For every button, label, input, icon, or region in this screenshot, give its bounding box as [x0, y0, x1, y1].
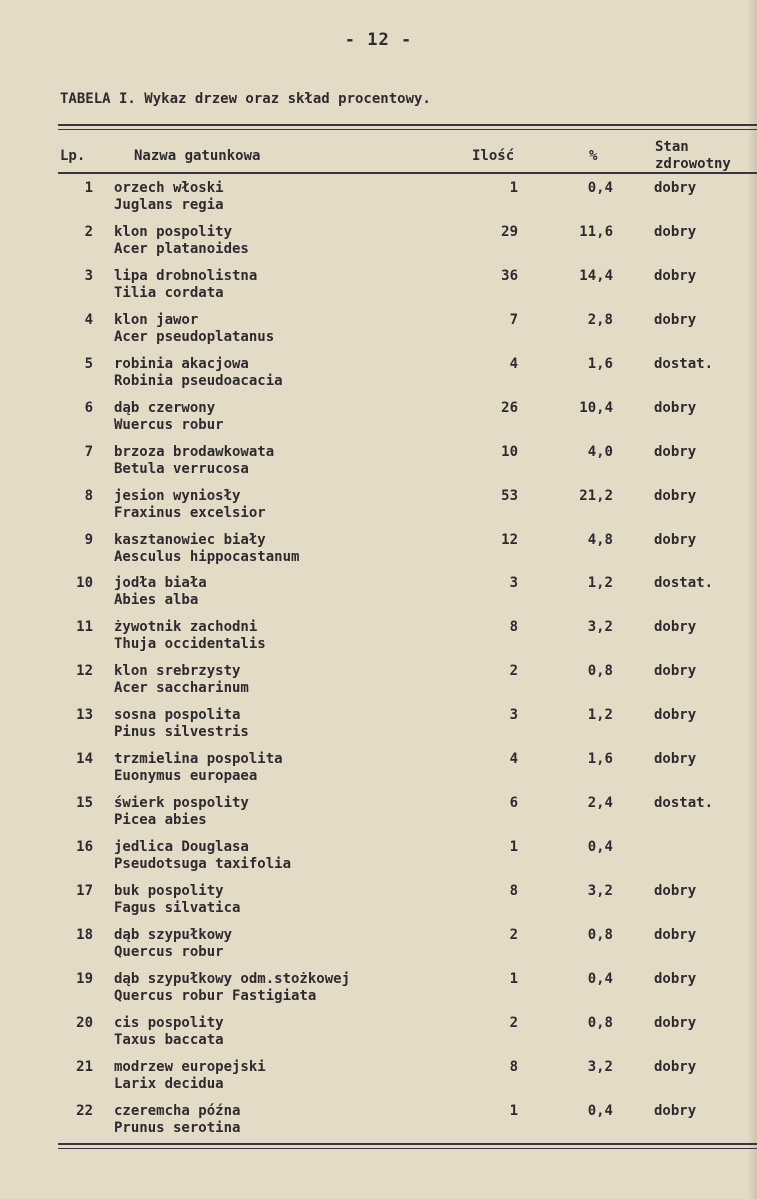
- percent-cell: 2,8: [587, 311, 613, 328]
- table-row: [0, 926, 757, 970]
- row-number: 16: [76, 839, 93, 856]
- table-row: [0, 750, 757, 794]
- quantity-cell: 2: [509, 1014, 518, 1031]
- percent-cell: 10,4: [579, 399, 613, 416]
- species-name-cell: [114, 927, 232, 961]
- species-name-cell: [114, 575, 207, 609]
- latin-name: Acer saccharinum: [114, 680, 249, 697]
- latin-name: Prunus serotina: [114, 1119, 241, 1136]
- row-number: 17: [76, 883, 93, 899]
- quantity-cell: 36: [501, 267, 518, 284]
- latin-name: Betula verrucosa: [114, 460, 249, 477]
- species-name-cell: [114, 312, 274, 346]
- species-name-cell: [114, 1059, 266, 1093]
- health-state-cell: dobry: [654, 267, 697, 284]
- polish-name: świerk pospolity: [114, 795, 249, 812]
- table-top-rule: [58, 124, 757, 126]
- table-row: [0, 311, 757, 355]
- health-state-cell: dobry: [654, 1014, 697, 1031]
- latin-name: Wuercus robur: [114, 416, 224, 433]
- polish-name: modrzew europejski: [114, 1058, 266, 1075]
- quantity-cell: 4: [509, 355, 518, 372]
- latin-name: Quercus robur Fastigiata: [114, 987, 317, 1004]
- row-number: 12: [76, 663, 93, 680]
- species-name-cell: [114, 488, 266, 522]
- table-row: [0, 487, 757, 531]
- health-state-cell: dostat.: [654, 355, 714, 372]
- row-number: 20: [76, 1014, 93, 1031]
- table-caption: TABELA I. Wykaz drzew oraz skład procentowy.: [60, 91, 431, 107]
- header-rule: [58, 172, 757, 174]
- polish-name: klon srebrzysty: [114, 663, 241, 680]
- percent-cell: 14,4: [579, 267, 613, 284]
- table-row: [0, 267, 757, 311]
- species-name-cell: [114, 971, 350, 1005]
- row-number: 7: [84, 443, 93, 460]
- row-number: 5: [84, 355, 93, 372]
- percent-cell: 1,6: [587, 751, 613, 768]
- health-state-cell: dobry: [654, 619, 697, 636]
- health-state-cell: dostat.: [654, 575, 714, 592]
- species-name-cell: [114, 356, 283, 390]
- latin-name: Quercus robur: [114, 943, 224, 960]
- percent-cell: 4,8: [587, 531, 613, 548]
- percent-cell: 0,4: [587, 839, 613, 856]
- species-name-cell: [114, 883, 240, 917]
- column-header-quantity: Ilość: [472, 148, 515, 164]
- column-header-state-line2: zdrowotny: [655, 156, 731, 172]
- row-number: 11: [76, 619, 93, 636]
- polish-name: lipa drobnolistna: [114, 267, 258, 284]
- row-number: 14: [76, 751, 93, 768]
- row-number: 22: [76, 1102, 93, 1119]
- health-state-cell: dobry: [654, 311, 697, 328]
- row-number: 8: [84, 487, 93, 504]
- table-row: [0, 794, 757, 838]
- table-row: [0, 882, 757, 926]
- species-name-cell: [114, 795, 249, 829]
- percent-cell: 0,8: [587, 1014, 613, 1031]
- polish-name: cis pospolity: [114, 1014, 224, 1031]
- table-row: [0, 1058, 757, 1102]
- latin-name: Pseudotsuga taxifolia: [114, 856, 292, 873]
- row-number: 1: [84, 180, 93, 196]
- table-row: [0, 355, 757, 399]
- polish-name: brzoza brodawkowata: [114, 443, 275, 460]
- row-number: 19: [76, 970, 93, 987]
- row-number: 9: [84, 531, 93, 548]
- percent-cell: 0,4: [587, 970, 613, 987]
- table-row: [0, 1014, 757, 1058]
- quantity-cell: 2: [509, 926, 518, 943]
- health-state-cell: dobry: [654, 926, 697, 943]
- quantity-cell: 4: [509, 751, 518, 768]
- health-state-cell: dobry: [654, 663, 697, 680]
- health-state-cell: dobry: [654, 487, 697, 504]
- quantity-cell: 8: [509, 619, 518, 636]
- latin-name: Robinia pseudoacacia: [114, 372, 283, 389]
- species-name-cell: [114, 444, 274, 478]
- species-name-cell: [114, 1015, 224, 1049]
- health-state-cell: dobry: [654, 443, 697, 460]
- table-row: [0, 838, 757, 882]
- polish-name: żywotnik zachodni: [114, 619, 258, 636]
- latin-name: Acer pseudoplatanus: [114, 328, 275, 345]
- table-row: [0, 662, 757, 706]
- table-row: [0, 399, 757, 443]
- percent-cell: 21,2: [579, 487, 613, 504]
- polish-name: buk pospolity: [114, 883, 224, 899]
- table-row: [0, 970, 757, 1014]
- table-row: [0, 1102, 757, 1146]
- health-state-cell: dostat.: [654, 795, 714, 812]
- polish-name: jodła biała: [114, 575, 207, 592]
- table-row: [0, 531, 757, 575]
- polish-name: czeremcha późna: [114, 1102, 241, 1119]
- percent-cell: 1,6: [587, 355, 613, 372]
- latin-name: Pinus silvestris: [114, 724, 249, 741]
- quantity-cell: 3: [509, 707, 518, 724]
- health-state-cell: dobry: [654, 223, 697, 240]
- quantity-cell: 8: [509, 883, 518, 899]
- table-row: [0, 179, 757, 223]
- latin-name: Taxus baccata: [114, 1031, 224, 1048]
- column-header-lp: Lp.: [60, 148, 86, 164]
- percent-cell: 0,8: [587, 926, 613, 943]
- latin-name: Thuja occidentalis: [114, 636, 266, 653]
- table-bottom-rule: [58, 1143, 757, 1145]
- quantity-cell: 6: [509, 795, 518, 812]
- percent-cell: 1,2: [587, 707, 613, 724]
- quantity-cell: 29: [501, 223, 518, 240]
- species-name-cell: [114, 180, 224, 214]
- latin-name: Fraxinus excelsior: [114, 504, 266, 521]
- polish-name: trzmielina pospolita: [114, 751, 283, 768]
- quantity-cell: 10: [501, 443, 518, 460]
- latin-name: Tilia cordata: [114, 284, 224, 301]
- quantity-cell: 53: [501, 487, 518, 504]
- latin-name: Aesculus hippocastanum: [114, 548, 300, 565]
- percent-cell: 0,8: [587, 663, 613, 680]
- column-header-name: Nazwa gatunkowa: [134, 148, 261, 164]
- polish-name: dąb szypułkowy odm.stożkowej: [114, 970, 351, 987]
- latin-name: Euonymus europaea: [114, 768, 258, 785]
- row-number: 21: [76, 1058, 93, 1075]
- quantity-cell: 1: [509, 970, 518, 987]
- health-state-cell: dobry: [654, 180, 697, 196]
- percent-cell: 2,4: [587, 795, 613, 812]
- species-name-cell: [114, 707, 249, 741]
- table-row: [0, 574, 757, 618]
- polish-name: robinia akacjowa: [114, 355, 249, 372]
- health-state-cell: dobry: [654, 707, 697, 724]
- percent-cell: 0,4: [587, 180, 613, 196]
- quantity-cell: 12: [501, 531, 518, 548]
- percent-cell: 0,4: [587, 1102, 613, 1119]
- latin-name: Abies alba: [114, 592, 199, 609]
- table-bottom-rule-thin: [58, 1148, 757, 1149]
- latin-name: Fagus silvatica: [114, 900, 241, 916]
- percent-cell: 11,6: [579, 223, 613, 240]
- species-name-cell: [114, 751, 283, 785]
- species-name-cell: [114, 663, 249, 697]
- polish-name: klon jawor: [114, 311, 199, 328]
- polish-name: sosna pospolita: [114, 707, 241, 724]
- latin-name: Picea abies: [114, 812, 207, 829]
- polish-name: dąb czerwony: [114, 399, 216, 416]
- health-state-cell: dobry: [654, 970, 697, 987]
- row-number: 13: [76, 707, 93, 724]
- table-row: [0, 618, 757, 662]
- row-number: 6: [84, 399, 93, 416]
- health-state-cell: dobry: [654, 751, 697, 768]
- row-number: 10: [76, 575, 93, 592]
- page-number: - 12 -: [344, 30, 413, 50]
- table-row: [0, 443, 757, 487]
- table-top-rule-thin: [58, 129, 757, 130]
- quantity-cell: 7: [509, 311, 518, 328]
- latin-name: Juglans regia: [114, 197, 224, 213]
- polish-name: dąb szypułkowy: [114, 926, 233, 943]
- polish-name: orzech włoski: [114, 180, 224, 196]
- species-name-cell: [114, 619, 266, 653]
- species-name-cell: [114, 839, 291, 873]
- species-name-cell: [114, 532, 299, 566]
- health-state-cell: dobry: [654, 1102, 697, 1119]
- column-header-state-line1: Stan: [655, 139, 689, 155]
- percent-cell: 3,2: [587, 883, 613, 899]
- table-row: [0, 706, 757, 750]
- row-number: 15: [76, 795, 93, 812]
- polish-name: jedlica Douglasa: [114, 839, 249, 856]
- species-name-cell: [114, 268, 257, 302]
- species-name-cell: [114, 400, 224, 434]
- polish-name: klon pospolity: [114, 223, 233, 240]
- polish-name: kasztanowiec biały: [114, 531, 266, 548]
- row-number: 3: [84, 267, 93, 284]
- health-state-cell: dobry: [654, 531, 697, 548]
- latin-name: Larix decidua: [114, 1075, 224, 1092]
- species-name-cell: [114, 1103, 240, 1137]
- latin-name: Acer platanoides: [114, 240, 249, 257]
- quantity-cell: 3: [509, 575, 518, 592]
- percent-cell: 1,2: [587, 575, 613, 592]
- quantity-cell: 1: [509, 1102, 518, 1119]
- percent-cell: 4,0: [587, 443, 613, 460]
- column-header-percent: %: [589, 148, 598, 164]
- table-body: [0, 179, 757, 1146]
- quantity-cell: 1: [509, 839, 518, 856]
- percent-cell: 3,2: [587, 1058, 613, 1075]
- polish-name: jesion wyniosły: [114, 487, 241, 504]
- quantity-cell: 1: [509, 180, 518, 196]
- quantity-cell: 8: [509, 1058, 518, 1075]
- row-number: 4: [84, 311, 93, 328]
- column-header-state: [655, 139, 731, 173]
- health-state-cell: dobry: [654, 883, 697, 899]
- table-row: [0, 223, 757, 267]
- percent-cell: 3,2: [587, 619, 613, 636]
- health-state-cell: dobry: [654, 1058, 697, 1075]
- quantity-cell: 2: [509, 663, 518, 680]
- row-number: 18: [76, 926, 93, 943]
- health-state-cell: dobry: [654, 399, 697, 416]
- quantity-cell: 26: [501, 399, 518, 416]
- row-number: 2: [84, 223, 93, 240]
- species-name-cell: [114, 224, 249, 258]
